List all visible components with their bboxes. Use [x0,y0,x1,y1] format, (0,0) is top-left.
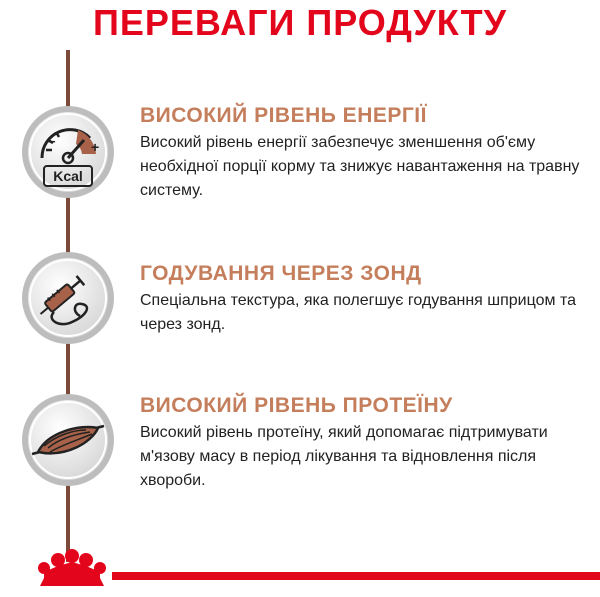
royal-canin-crown-icon [34,548,110,592]
feature-desc-protein: Високий рівень протеїну, який допомагає підтримувати м'язову масу в період лікування та відновлення після хвороби. [140,424,548,489]
footer-brand-line [112,572,600,580]
feature-title-tube-feeding: ГОДУВАННЯ ЧЕРЕЗ ЗОНД [140,262,422,285]
feature-title-energy: ВИСОКИЙ РІВЕНЬ ЕНЕРГІЇ [140,104,427,127]
feature-desc-energy: Високий рівень енергії забезпечує зменшення об'єму необхідної порції корму та знижує навантаження на травну систему. [140,134,580,199]
page-title: ПЕРЕВАГИ ПРОДУКТУ [92,2,508,43]
syringe-tube-icon [20,250,116,346]
kcal-label: Kcal [53,168,83,184]
feature-desc-tube-feeding: Спеціальна текстура, яка полегшує годування шприцом та через зонд. [140,292,576,333]
feature-title-protein: ВИСОКИЙ РІВЕНЬ ПРОТЕЇНУ [140,394,453,417]
svg-text:+: + [91,139,100,155]
svg-text:−: − [48,134,56,149]
muscle-icon [20,392,116,488]
energy-gauge-icon [20,104,116,200]
